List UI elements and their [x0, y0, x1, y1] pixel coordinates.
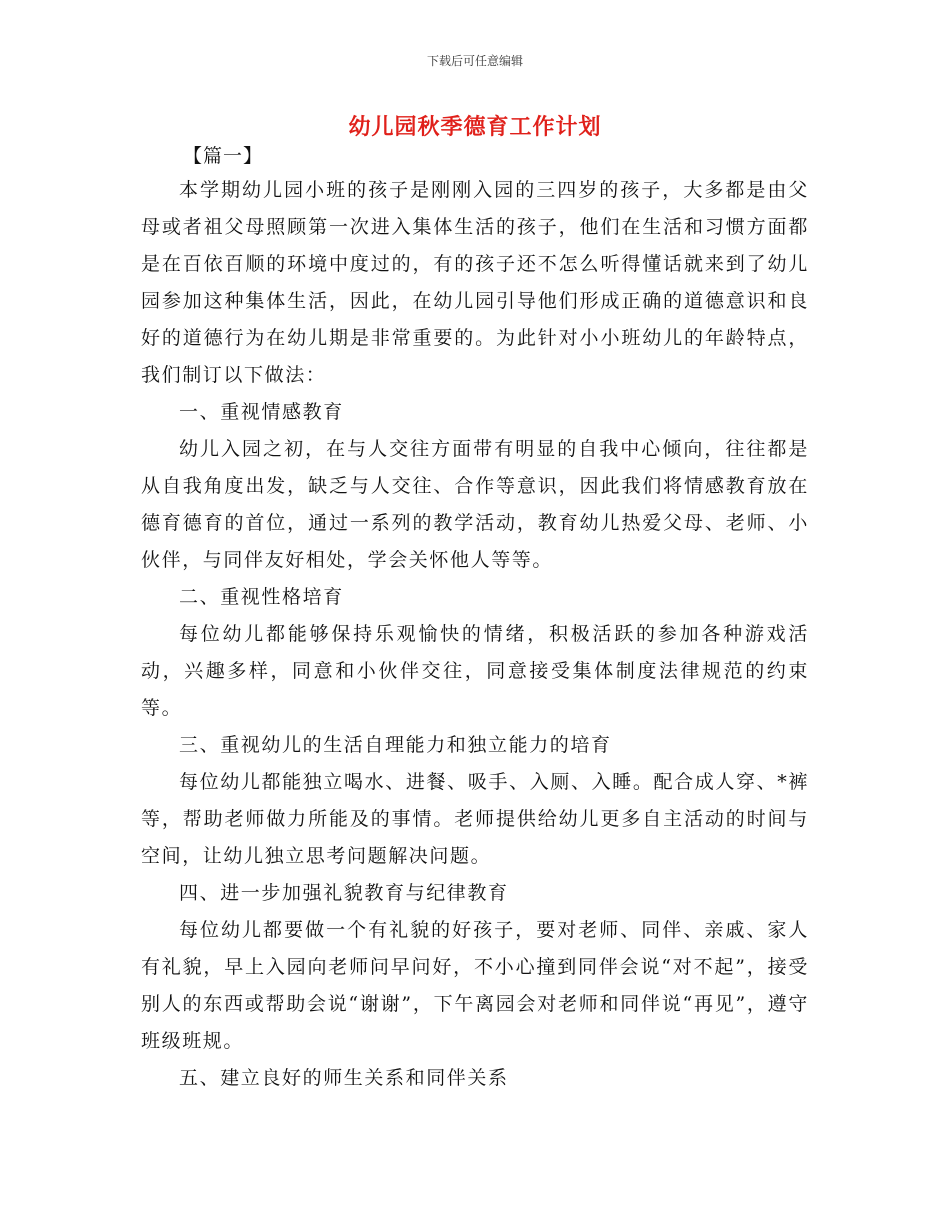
paragraph-etiquette-discipline: 每位幼儿都要做一个有礼貌的好孩子，要对老师、同伴、亲戚、家人有礼貌，早上入园向老师问早问好，不小心撞到同伴会说“对不起”，接受别人的东西或帮助会说“谢谢”，下午离园会对老师和同伴说“再见”，遵守班级班规。 [141, 919, 809, 1052]
document-body [141, 172, 809, 1097]
paragraph-self-care-ability: 每位幼儿都能独立喝水、进餐、吸手、入厕、入睡。配合成人穿、*裤等，帮助老师做力所能及的事情。老师提供给幼儿更多自主活动的时间与空间，让幼儿独立思考问题解决问题。 [141, 771, 809, 867]
paragraph-personality-development: 每位幼儿都能够保持乐观愉快的情绪，积极活跃的参加各种游戏活动，兴趣多样，同意和小伙伴交往，同意接受集体制度法律规范的约束等。 [141, 623, 809, 719]
heading-etiquette-discipline: 四、进一步加强礼貌教育与纪律教育 [179, 882, 509, 904]
document-title: 幼儿园秋季德育工作计划 [348, 115, 602, 140]
heading-personality-development: 二、重视性格培育 [179, 586, 344, 608]
header-note: 下载后可任意编辑 [426, 54, 523, 68]
paragraph-emotional-education: 幼儿入园之初，在与人交往方面带有明显的自我中心倾向，往往都是从自我角度出发，缺乏与人交往、合作等意识，因此我们将情感教育放在德育德育的首位，通过一系列的教学活动，教育幼儿热爱父母、老师、小伙伴，与同伴友好相处，学会关怀他人等等。 [141, 438, 809, 571]
heading-self-care-ability: 三、重视幼儿的生活自理能力和独立能力的培育 [179, 734, 612, 756]
intro-paragraph: 本学期幼儿园小班的孩子是刚刚入园的三四岁的孩子，大多都是由父母或者祖父母照顾第一次进入集体生活的孩子，他们在生活和习惯方面都是在百依百顺的环境中度过的，有的孩子还不怎么听得懂话就来到了幼儿园参加这种集体生活，因此，在幼儿园引导他们形成正确的道德意识和良好的道德行为在幼儿期是非常重要的。为此针对小小班幼儿的年龄特点，我们制订以下做法： [141, 179, 809, 386]
section-label: 【篇一】 [183, 145, 264, 167]
heading-relationships: 五、建立良好的师生关系和同伴关系 [179, 1067, 509, 1089]
heading-emotional-education: 一、重视情感教育 [179, 401, 344, 423]
